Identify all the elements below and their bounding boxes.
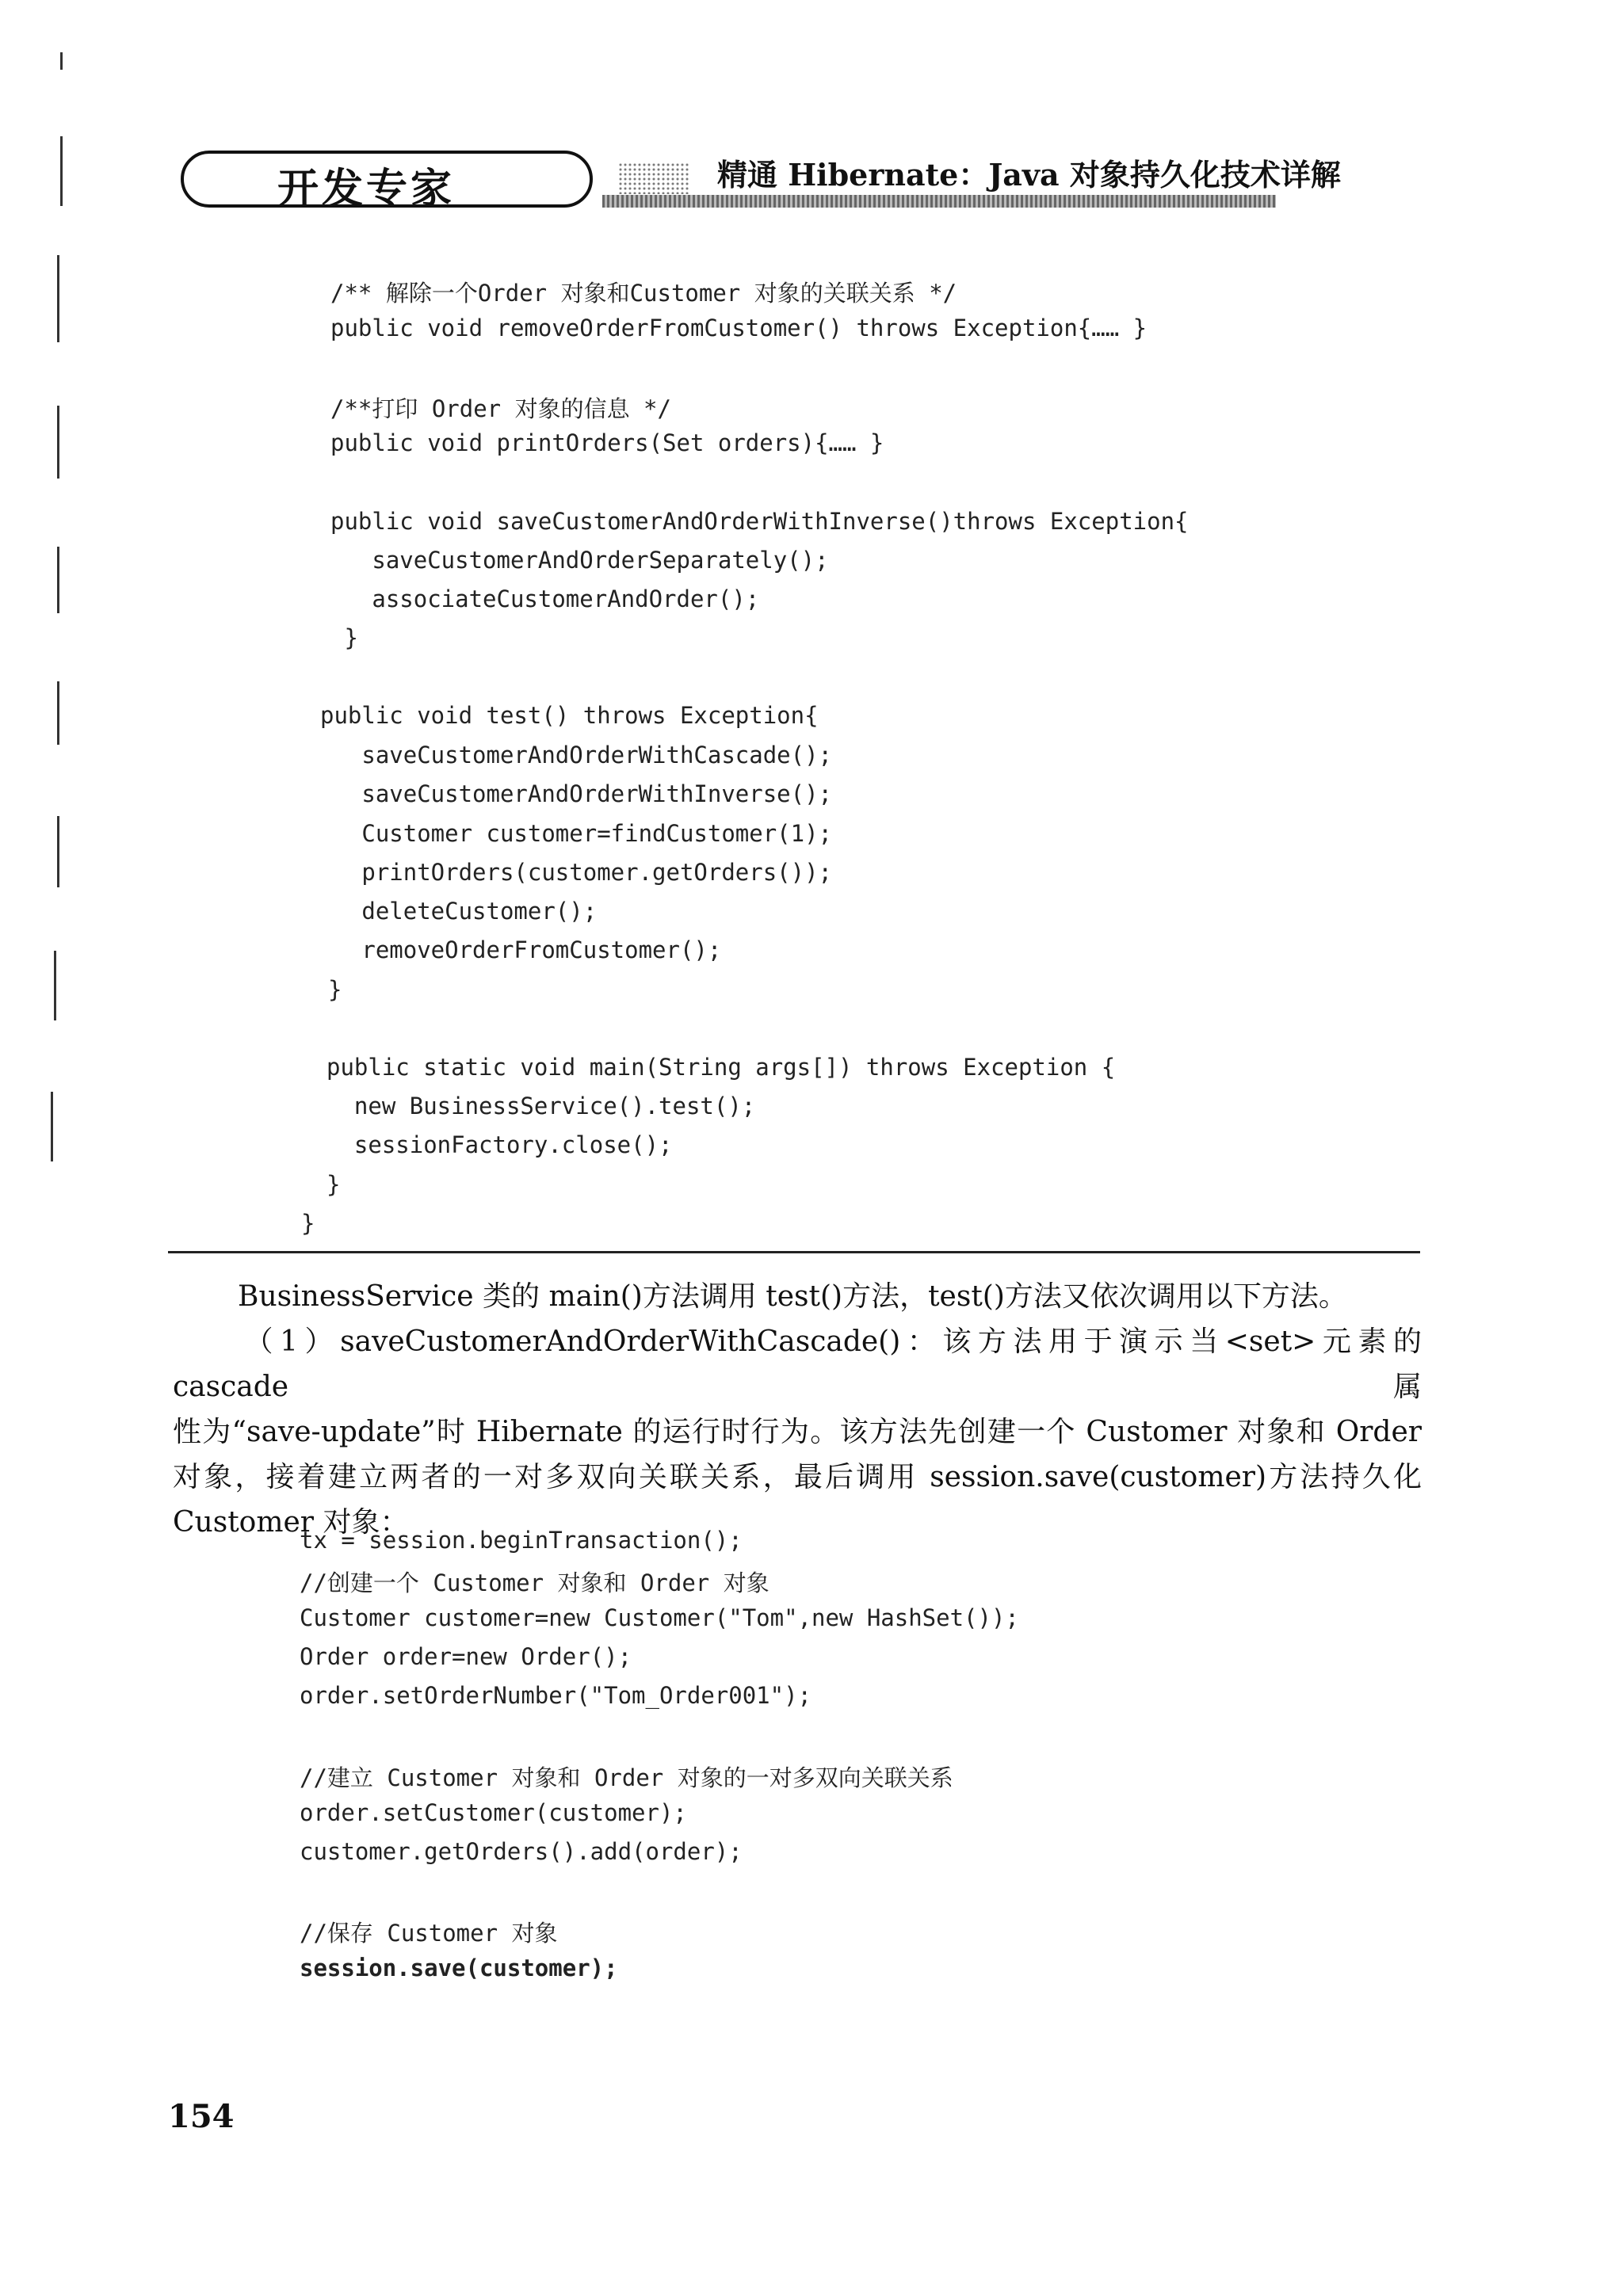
code-line: saveCustomerAndOrderWithCascade(); bbox=[320, 742, 833, 769]
series-badge-label: 开发专家 bbox=[277, 166, 456, 213]
code-line: customer.getOrders().add(order); bbox=[300, 1838, 743, 1865]
header-ornament bbox=[618, 162, 689, 194]
code-line: public void removeOrderFromCustomer() throws Exception{…… } bbox=[330, 315, 1148, 341]
paragraph-line: 性为“save-update”时 Hibernate 的运行时行为。该方法先创建一个 Customer 对象和 Order bbox=[173, 1416, 1422, 1448]
paragraph-line: Customer 对象： bbox=[173, 1506, 409, 1539]
scan-margin-mark bbox=[57, 406, 59, 479]
book-title: 精通 Hibernate：Java 对象持久化技术详解 bbox=[717, 157, 1341, 193]
code-line: Customer customer=new Customer("Tom",new HashSet()); bbox=[300, 1604, 1019, 1631]
paragraph-line: 对象，接着建立两者的一对多双向关联关系，最后调用 session.save(customer)方法持久化 bbox=[173, 1461, 1422, 1493]
code-line-emphasis: session.save(customer); bbox=[300, 1955, 618, 1981]
scan-margin-mark bbox=[60, 52, 63, 70]
page-number: 154 bbox=[168, 2098, 235, 2135]
code-line: //保存 Customer 对象 bbox=[300, 1920, 558, 1947]
code-line: public void test() throws Exception{ bbox=[320, 702, 819, 729]
code-line: } bbox=[328, 976, 342, 1003]
paragraph-line: （1）saveCustomerAndOrderWithCascade()：该方法用于演示当<set>元素的 cascade 属 bbox=[173, 1325, 1422, 1403]
code-line: deleteCustomer(); bbox=[320, 898, 598, 925]
code-line: tx = session.beginTransaction(); bbox=[300, 1527, 743, 1554]
scan-margin-mark bbox=[60, 136, 63, 206]
scan-margin-mark bbox=[51, 1092, 53, 1161]
code-line: associateCustomerAndOrder(); bbox=[330, 585, 760, 612]
code-line: order.setOrderNumber("Tom_Order001"); bbox=[300, 1682, 812, 1709]
code-line: } bbox=[327, 1171, 341, 1198]
code-line: //创建一个 Customer 对象和 Order 对象 bbox=[300, 1569, 769, 1596]
code-line: order.setCustomer(customer); bbox=[300, 1799, 687, 1826]
code-line: } bbox=[301, 1210, 315, 1237]
code-line: saveCustomerAndOrderWithInverse(); bbox=[320, 780, 833, 807]
code-line: removeOrderFromCustomer(); bbox=[320, 936, 722, 963]
code-line: public void printOrders(Set orders){…… } bbox=[330, 429, 884, 456]
paragraph-intro-text: BusinessService 类的 main()方法调用 test()方法，test()方法又依次调用以下方法。 bbox=[238, 1280, 1347, 1313]
paragraph-intro bbox=[173, 1274, 1422, 1319]
code-line: Order order=new Order(); bbox=[300, 1643, 632, 1670]
header-band bbox=[602, 195, 1276, 208]
scan-margin-mark bbox=[54, 951, 56, 1020]
scan-margin-mark bbox=[57, 681, 59, 745]
code-line: //建立 Customer 对象和 Order 对象的一对多双向关联关系 bbox=[300, 1764, 953, 1791]
paragraph-method-1 bbox=[173, 1319, 1422, 1545]
code-line: new BusinessService().test(); bbox=[327, 1093, 756, 1119]
scan-margin-mark bbox=[57, 816, 59, 887]
scan-margin-mark bbox=[57, 547, 59, 613]
code-line: /**打印 Order 对象的信息 */ bbox=[330, 395, 671, 422]
section-divider bbox=[168, 1251, 1420, 1253]
code-line: sessionFactory.close(); bbox=[327, 1131, 673, 1158]
code-line: saveCustomerAndOrderSeparately(); bbox=[330, 547, 829, 574]
code-line: printOrders(customer.getOrders()); bbox=[320, 859, 833, 886]
scan-margin-mark bbox=[57, 255, 59, 342]
code-line: public static void main(String args[]) throws Exception { bbox=[327, 1054, 1116, 1081]
code-line: Customer customer=findCustomer(1); bbox=[320, 820, 833, 847]
code-line: } bbox=[330, 624, 358, 651]
code-line: public void saveCustomerAndOrderWithInverse()throws Exception{ bbox=[330, 508, 1189, 535]
code-line: /** 解除一个Order 对象和Customer 对象的关联关系 */ bbox=[330, 280, 957, 307]
